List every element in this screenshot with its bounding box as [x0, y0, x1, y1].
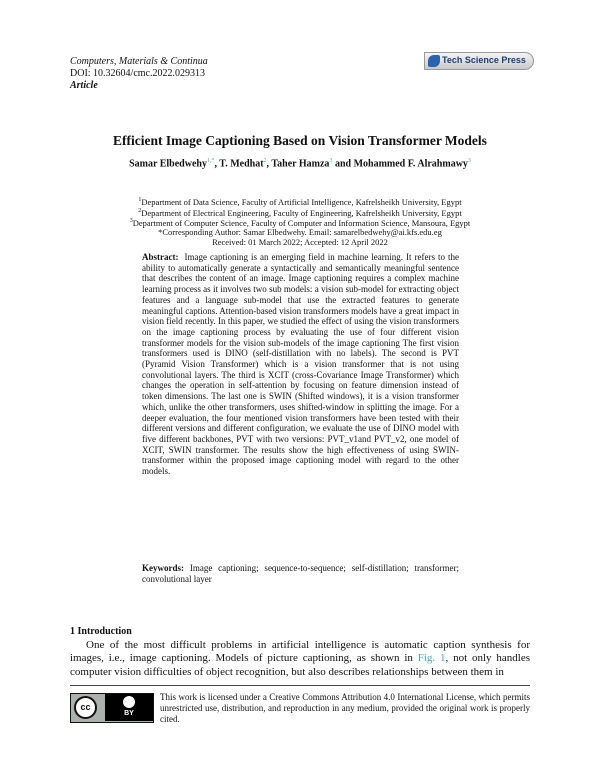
corresponding-author: *Corresponding Author: Samar Elbedwehy. Email: samarelbedwehy@ai.kfs.edu.eg: [158, 226, 442, 237]
publisher-name: Tech Science Press: [442, 55, 526, 65]
author-affiliation-mark[interactable]: 2: [263, 158, 267, 164]
journal-name: Computers, Materials & Continua: [70, 56, 208, 67]
abstract: [142, 252, 459, 477]
footer-divider: [70, 685, 530, 686]
paper-title: Efficient Image Captioning Based on Vision Transformer Models: [113, 133, 487, 148]
abstract-text: Image captioning is an emerging field in machine learning. It refers to the ability to automatically generate a syntactically and semantically meaningful sentence that describes the content of an image. Image captioning requires a complex machine learning process as it involves two sub models: a vision sub-model for extracting object features and a language sub-model that use the extracted features to generate meaningful captions. Attention-based vision transformers models have a great impact in vision field recently. In this paper, we studied the effect of using the vision transformers on the image captioning process by evaluating the use of four different vision transformer models for the vision sub-models of the image captioning The first vision transformers used is DINO (self-distillation with no labels). The second is PVT (Pyramid Vision Transformer) which is a vision transformer that is not using convolutional layers. The third is XCIT (cross-Covariance Image Transformer) which changes the operation in self-attention by focusing on feature dimension instead of token dimensions. The last one is SWIN (Shifted windows), it is a vision transformer which, unlike the other transformers, uses shifted-window in splitting the image. For a deeper evaluation, the four mentioned vision transformers have been tested with their different versions and different configuration, we evaluate the use of DINO model with five different backbones, PVT with two versions: PVT_v1and PVT_v2, one model of XCIT, SWIN transformer. The results show the high effectiveness of using SWIN-transformer within the proposed image captioning model with regard to the other models.: [142, 252, 459, 477]
creative-commons-icon: cc: [74, 696, 97, 719]
article-type: Article: [70, 80, 98, 91]
author-name: T. Medhat: [219, 158, 264, 170]
author-name: Taher Hamza: [271, 158, 330, 170]
intro-text: One of the most difficult problems in artificial intelligence is automatic caption synthesis for images, i.e., image captioning. Models of picture captioning, as shown in: [70, 639, 530, 665]
affiliation-number: 1: [138, 197, 142, 203]
attribution-person-icon: [123, 696, 135, 708]
author-list: Samar Elbedwehy$^{1,*}$, T. Medhat$^2$, Taher Hamza$^3$ and Mohammed F. Alrahmawy$^3$: [129, 158, 471, 170]
abstract-label: Abstract:: [142, 252, 179, 262]
keywords-text: Image captioning; sequence-to-sequence; self-distillation; transformer; convolutional layer: [142, 563, 459, 584]
author-affiliation-mark[interactable]: 1,*: [206, 158, 215, 164]
publisher-logo: [424, 52, 534, 72]
figure-link[interactable]: Fig. 1: [417, 652, 446, 665]
cc-by-license-badge[interactable]: [70, 693, 154, 723]
affiliation-number: 2: [138, 207, 142, 214]
affiliation-text: Department of Data Science, Faculty of Artificial Intelligence, Kafrelsheikh University, Egypt: [141, 196, 462, 207]
author-affiliation-mark[interactable]: 3: [329, 158, 333, 164]
intro-paragraph: [70, 639, 530, 679]
author-name: Mohammed F. Alrahmawy: [353, 158, 468, 170]
author-affiliation-mark[interactable]: 3: [467, 158, 471, 164]
license-text: This work is licensed under a Creative Commons Attribution 4.0 International License, which permits unrestricted use, distribution, and reproduction in any medium, provided the original work is properly cited.: [160, 692, 530, 724]
doi[interactable]: DOI: 10.32604/cmc.2022.029313: [70, 68, 205, 79]
by-label: BY: [124, 710, 134, 717]
keywords-label: Keywords:: [142, 563, 184, 573]
intro-text: , not only handles computer vision difficulties of object recognition, but also describes relationships between them in: [70, 652, 530, 678]
keywords: [142, 563, 459, 584]
received-accepted-dates: Received: 01 March 2022; Accepted: 12 April 2022: [212, 237, 388, 247]
affiliation-number: 3: [129, 218, 133, 224]
section-heading: 1 Introduction: [70, 626, 132, 637]
affiliation-text: Department of Computer Science, Faculty of Computer and Information Science, Mansoura, Egypt: [132, 217, 471, 228]
author-name: Samar Elbedwehy: [129, 158, 207, 170]
publisher-icon: [428, 55, 440, 67]
affiliation-text: Department of Electrical Engineering, Faculty of Engineering, Kafrelsheikh University, Egypt: [141, 207, 462, 218]
